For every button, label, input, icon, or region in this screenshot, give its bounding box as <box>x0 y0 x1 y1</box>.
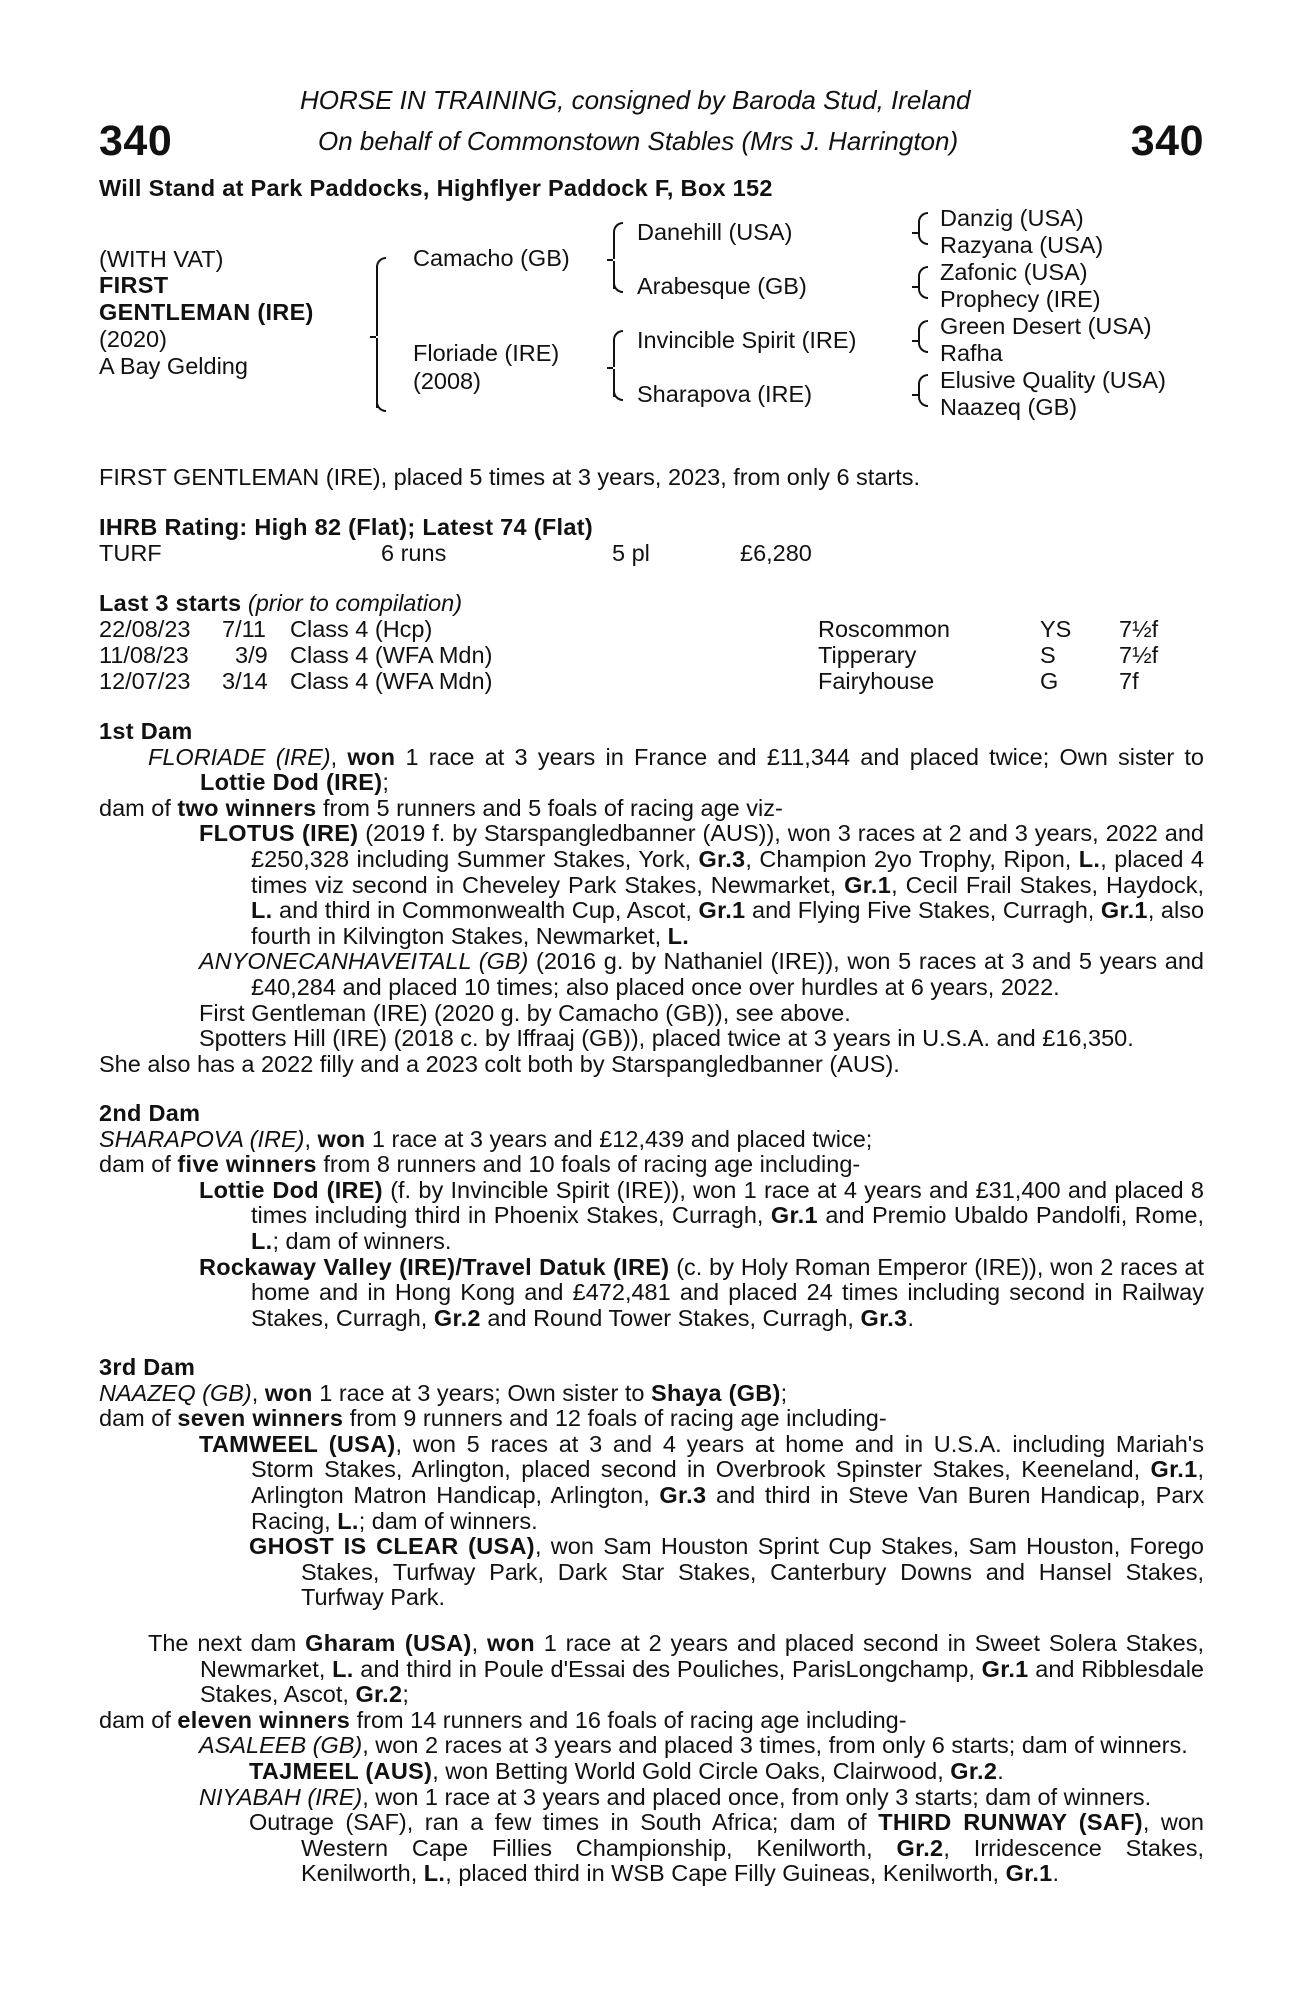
text: , Cecil Frail Stakes, Haydock, <box>891 871 1204 898</box>
start-date: 11/08/23 <box>99 642 189 668</box>
text: , placed third in WSB Cape Filly Guineas, Kenilworth, <box>445 1860 1006 1887</box>
start-position: 3/9 <box>235 642 268 668</box>
text: 1 race at 3 years in France and £11,344 and placed twice; Own sister to <box>395 743 1204 770</box>
second-dam-heading: 2nd Dam <box>99 1100 201 1126</box>
start-going: YS <box>1040 616 1072 642</box>
text: (2019 f. by Starspangledbanner (AUS)), won 3 races at 2 and 3 years, 2022 and £250,328 including Summer Stakes, York, <box>251 820 1204 873</box>
g-naazeq: Naazeq (GB) <box>940 394 1078 420</box>
listed: L. <box>667 922 690 949</box>
last-starts-note: (prior to compilation) <box>247 590 463 616</box>
grade: Gr.1 <box>1150 1456 1198 1483</box>
produce-note: She also has a 2022 filly and a 2023 colt both by Starspangledbanner (AUS). <box>99 1050 900 1077</box>
produce-tajmeel <box>99 1759 1204 1785</box>
text: ; <box>780 1379 788 1406</box>
second-dam-para: SHARAPOVA (IRE), won 1 race at 3 years and £12,439 and placed twice; <box>99 1125 873 1152</box>
start-distance: 7½f <box>1119 642 1159 668</box>
text: The next dam <box>148 1630 306 1656</box>
produce-spotters-hill: Spotters Hill (IRE) (2018 c. by Iffraaj (GB)), placed twice at 3 years in U.S.A. and £16,350. <box>199 1025 1134 1052</box>
text: dam of <box>99 1151 178 1178</box>
text: . <box>1052 1860 1060 1887</box>
dam: Floriade (IRE) <box>413 340 560 366</box>
text: 1 race at 3 years and £12,439 and placed twice; <box>365 1125 873 1152</box>
text: and Premio Ubaldo Pandolfi, Rome, <box>817 1202 1204 1229</box>
text: , placed 4 times viz second in Cheveley Park Stakes, Newmarket, <box>251 846 1204 898</box>
brace-line <box>918 383 920 395</box>
horse-name: TAJMEEL (AUS) <box>249 1758 433 1785</box>
text: . <box>907 1304 914 1331</box>
rating-placed: 5 pl <box>612 540 650 566</box>
grade: Gr.2 <box>896 1834 944 1861</box>
text: , Arlington Matron Handicap, Arlington, <box>251 1456 1204 1509</box>
produce-outrage <box>99 1810 1204 1887</box>
third-dam-section <box>99 1355 1204 1611</box>
text: ; dam of winners. <box>358 1507 538 1534</box>
text: dam of <box>99 794 178 821</box>
last-starts-title: Last 3 starts <box>99 590 242 616</box>
text: . <box>997 1758 1004 1785</box>
produce-line <box>99 1152 1204 1178</box>
horse-year: (2020) <box>99 326 167 352</box>
g-zafonic: Zafonic (USA) <box>940 259 1088 285</box>
won-label: won <box>487 1630 535 1656</box>
third-dam-heading: 3rd Dam <box>99 1354 196 1380</box>
text: from 5 runners and 5 foals of racing age viz- <box>316 794 783 821</box>
text: Outrage (SAF), ran a few times in South Africa; dam of <box>249 1809 879 1836</box>
consignment-line: HORSE IN TRAINING, consigned by Baroda Stud, Ireland <box>300 85 971 115</box>
lot-number-right: 340 <box>1130 117 1204 165</box>
grade: Gr.2 <box>355 1681 403 1708</box>
produce-niyabah <box>99 1785 1204 1811</box>
rating-runs: 6 runs <box>381 540 447 566</box>
listed: L. <box>332 1655 354 1682</box>
text: and Round Tower Stakes, Curragh, <box>480 1304 861 1331</box>
first-dam-section <box>99 719 1204 1078</box>
lot-number-left: 340 <box>99 117 173 165</box>
brace-line <box>918 221 920 233</box>
horse-name: TAMWEEL (USA) <box>199 1430 396 1457</box>
dam-name: Gharam (USA) <box>305 1630 472 1656</box>
text: , won 5 races at 3 and 4 years at home and in U.S.A. including Mariah's Storm Stakes, Arlington, placed second in Overbrook Spinster Stakes, Keeneland, <box>251 1430 1204 1483</box>
text: ; <box>382 769 389 796</box>
text: 1 race at 3 years; Own sister to <box>312 1379 651 1406</box>
rating-surface: TURF <box>99 540 162 566</box>
winners-count: eleven winners <box>177 1706 351 1733</box>
horse-name: ASALEEB (GB) <box>199 1732 363 1759</box>
start-position: 7/11 <box>222 616 266 642</box>
produce-lottie-dod <box>99 1178 1204 1255</box>
vat-note: (WITH VAT) <box>99 246 224 272</box>
produce-line <box>99 1406 1204 1432</box>
listed: L. <box>337 1507 359 1534</box>
horse-name-line2: GENTLEMAN (IRE) <box>99 299 314 325</box>
grade: Gr.1 <box>981 1655 1029 1682</box>
text: and Flying Five Stakes, Curragh, <box>745 897 1101 924</box>
start-going: S <box>1040 642 1056 668</box>
start-distance: 7½f <box>1119 616 1159 642</box>
grade: Gr.1 <box>1005 1860 1053 1887</box>
horse-name: NIYABAH (IRE) <box>199 1783 363 1810</box>
start-position: 3/14 <box>222 668 268 694</box>
horse-name-line1: FIRST <box>99 272 169 298</box>
winners-count: two winners <box>177 794 317 821</box>
produce-anyonecanhaveitall <box>99 949 1204 1000</box>
text: , Irridescence Stakes, Kenilworth, <box>301 1834 1204 1887</box>
last-starts-heading <box>99 591 462 617</box>
text: , won 2 races at 3 years and placed 3 times, from only 6 starts; dam of winners. <box>362 1732 1188 1759</box>
brace-line <box>376 338 378 408</box>
g-green-desert: Green Desert (USA) <box>940 313 1152 339</box>
brace-line <box>376 266 378 336</box>
text: dam of <box>99 1405 178 1432</box>
text: , Champion 2yo Trophy, Ripon, <box>745 846 1079 873</box>
brace-bottom <box>918 395 928 407</box>
start-date: 12/07/23 <box>99 668 191 694</box>
text: 1 race at 2 years and placed second in Sweet Solera Stakes, Newmarket, <box>200 1630 1204 1682</box>
first-dam-para: FLORIADE (IRE), won 1 race at 3 years in France and £11,344 and placed twice; Own sister to Lottie Dod (IRE); <box>148 743 1204 796</box>
brace-bottom <box>918 287 928 299</box>
stand-location: Will Stand at Park Paddocks, Highflyer Paddock F, Box 152 <box>99 175 773 201</box>
start-going: G <box>1040 668 1059 694</box>
summary-line: FIRST GENTLEMAN (IRE), placed 5 times at 3 years, 2023, from only 6 starts. <box>99 464 921 490</box>
text: and third in Steve Van Buren Handicap, Parx Racing, <box>251 1482 1204 1534</box>
brace-bottom <box>918 341 928 353</box>
produce-line <box>99 1708 1204 1734</box>
second-dam-section <box>99 1101 1204 1331</box>
horse-description: A Bay Gelding <box>99 353 248 379</box>
sister-name: Lottie Dod (IRE) <box>200 769 383 796</box>
horse-name: GHOST IS CLEAR (USA) <box>249 1533 535 1560</box>
horse-name: THIRD RUNWAY (SAF) <box>878 1809 1143 1836</box>
listed: L. <box>1078 846 1101 873</box>
sire: Camacho (GB) <box>413 245 570 271</box>
produce-tamweel <box>99 1432 1204 1534</box>
text: from 14 runners and 16 foals of racing age including- <box>350 1706 907 1733</box>
text: and third in Poule d'Essai des Pouliches, ParisLongchamp, <box>353 1655 982 1682</box>
grade: Gr.3 <box>860 1304 908 1331</box>
winners-count: seven winners <box>177 1405 344 1432</box>
g-elusive-quality: Elusive Quality (USA) <box>940 367 1166 393</box>
first-dam-heading: 1st Dam <box>99 718 193 744</box>
produce-rockaway-valley <box>99 1255 1204 1332</box>
g-rafha: Rafha <box>940 340 1003 366</box>
on-behalf-line: On behalf of Commonstown Stables (Mrs J. Harrington) <box>318 126 959 156</box>
text: ; <box>402 1681 409 1708</box>
dam-name: FLORIADE (IRE) <box>148 743 331 770</box>
start-distance: 7f <box>1119 668 1139 694</box>
grade: Gr.3 <box>698 846 746 873</box>
dam-year: (2008) <box>413 368 481 394</box>
text: , won 1 race at 3 years and placed once, from only 3 starts; dam of winners. <box>362 1783 1152 1810</box>
third-dam-para: NAAZEQ (GB), won 1 race at 3 years; Own sister to Shaya (GB); <box>99 1379 788 1406</box>
winners-count: five winners <box>177 1151 317 1178</box>
brace-bottom <box>613 281 623 293</box>
grade: Gr.1 <box>770 1202 818 1229</box>
text: (f. by Invincible Spirit (IRE)), won 1 race at 4 years and £31,400 and placed 8 times including third in Phoenix Stakes, Curragh, <box>251 1176 1204 1229</box>
next-dam-section <box>99 1631 1204 1887</box>
grade: Gr.1 <box>844 871 892 898</box>
text: ; dam of winners. <box>272 1228 452 1255</box>
produce-first-gentleman: First Gentleman (IRE) (2020 g. by Camacho (GB)), see above. <box>199 999 851 1026</box>
dam-name: NAAZEQ (GB) <box>99 1379 252 1406</box>
brace-line <box>613 339 615 367</box>
start-class: Class 4 (WFA Mdn) <box>290 642 493 668</box>
brace-line <box>613 231 615 259</box>
text: (2016 g. by Nathaniel (IRE)), won 5 races at 3 and 5 years and £40,284 and placed 10 times; also placed once over hurdles at 6 years, 2022. <box>251 948 1204 1001</box>
start-course: Fairyhouse <box>818 668 935 694</box>
text: and third in Commonwealth Cup, Ascot, <box>272 897 699 924</box>
text: from 9 runners and 12 foals of racing age including- <box>343 1405 887 1432</box>
rating-heading: IHRB Rating: High 82 (Flat); Latest 74 (Flat) <box>99 514 593 540</box>
horse-name: FLOTUS (IRE) <box>199 820 359 847</box>
listed: L. <box>251 1228 273 1255</box>
start-class: Class 4 (Hcp) <box>290 616 433 642</box>
grade: Gr.3 <box>659 1482 707 1509</box>
grade: Gr.2 <box>950 1758 998 1785</box>
brace-line <box>918 275 920 287</box>
grade: Gr.1 <box>698 897 746 924</box>
text: , also fourth in Kilvington Stakes, Newmarket, <box>251 897 1205 949</box>
brace-bottom <box>376 400 386 412</box>
sister-name: Shaya (GB) <box>651 1379 781 1406</box>
dam-sire: Invincible Spirit (IRE) <box>637 327 857 353</box>
grade: Gr.1 <box>1100 897 1148 924</box>
dam-dam: Sharapova (IRE) <box>637 381 813 407</box>
start-course: Roscommon <box>818 616 950 642</box>
text: , won Sam Houston Sprint Cup Stakes, Sam Houston, Forego Stakes, Turfway Park, Dark Star Stakes, Canterbury Downs and Hansel Stakes, Turfway Park. <box>301 1533 1204 1611</box>
horse-name: ANYONECANHAVEITALL (GB) <box>199 948 529 975</box>
produce-ghost-is-clear <box>99 1534 1204 1611</box>
text: from 8 runners and 10 foals of racing age including- <box>316 1151 861 1178</box>
text: (c. by Holy Roman Emperor (IRE)), won 2 races at home and in Hong Kong and £472,481 and placed 24 times including second in Railway Stakes, Curragh, <box>251 1253 1205 1331</box>
sire-sire: Danehill (USA) <box>637 219 793 245</box>
text: , won Betting World Gold Circle Oaks, Clairwood, <box>432 1758 951 1785</box>
text: , won Western Cape Fillies Championship, Kenilworth, <box>301 1809 1204 1861</box>
text: and Ribblesdale Stakes, Ascot, <box>200 1655 1205 1708</box>
produce-asaleeb <box>99 1733 1204 1759</box>
brace-bottom <box>613 389 623 401</box>
produce-line <box>99 796 1204 822</box>
g-danzig: Danzig (USA) <box>940 205 1084 231</box>
start-course: Tipperary <box>818 642 917 668</box>
dam-name: SHARAPOVA (IRE) <box>99 1125 305 1152</box>
rating-earnings: £6,280 <box>740 540 812 566</box>
brace-bottom <box>918 233 928 245</box>
start-class: Class 4 (WFA Mdn) <box>290 668 493 694</box>
horse-name: Rockaway Valley (IRE)/Travel Datuk (IRE) <box>199 1253 670 1280</box>
next-dam-para: The next dam Gharam (USA), won 1 race at 2 years and placed second in Sweet Solera Stakes, Newmarket, L. and third in Poule d'Essai des Pouliches, ParisLongchamp, Gr.1 and Ribblesdale Stakes, Ascot, Gr.2; <box>148 1630 1205 1708</box>
start-date: 22/08/23 <box>99 616 191 642</box>
brace-line <box>918 329 920 341</box>
listed: L. <box>251 897 273 924</box>
text: dam of <box>99 1706 178 1733</box>
grade: Gr.2 <box>433 1304 481 1331</box>
g-prophecy: Prophecy (IRE) <box>940 286 1101 312</box>
sire-dam: Arabesque (GB) <box>637 273 807 299</box>
listed: L. <box>423 1860 446 1887</box>
produce-flotus <box>99 821 1204 949</box>
won-label: won <box>264 1379 313 1406</box>
g-razyana: Razyana (USA) <box>940 232 1104 258</box>
won-label: won <box>317 1125 366 1152</box>
horse-name: Lottie Dod (IRE) <box>199 1176 383 1203</box>
won-label: won <box>347 743 396 770</box>
